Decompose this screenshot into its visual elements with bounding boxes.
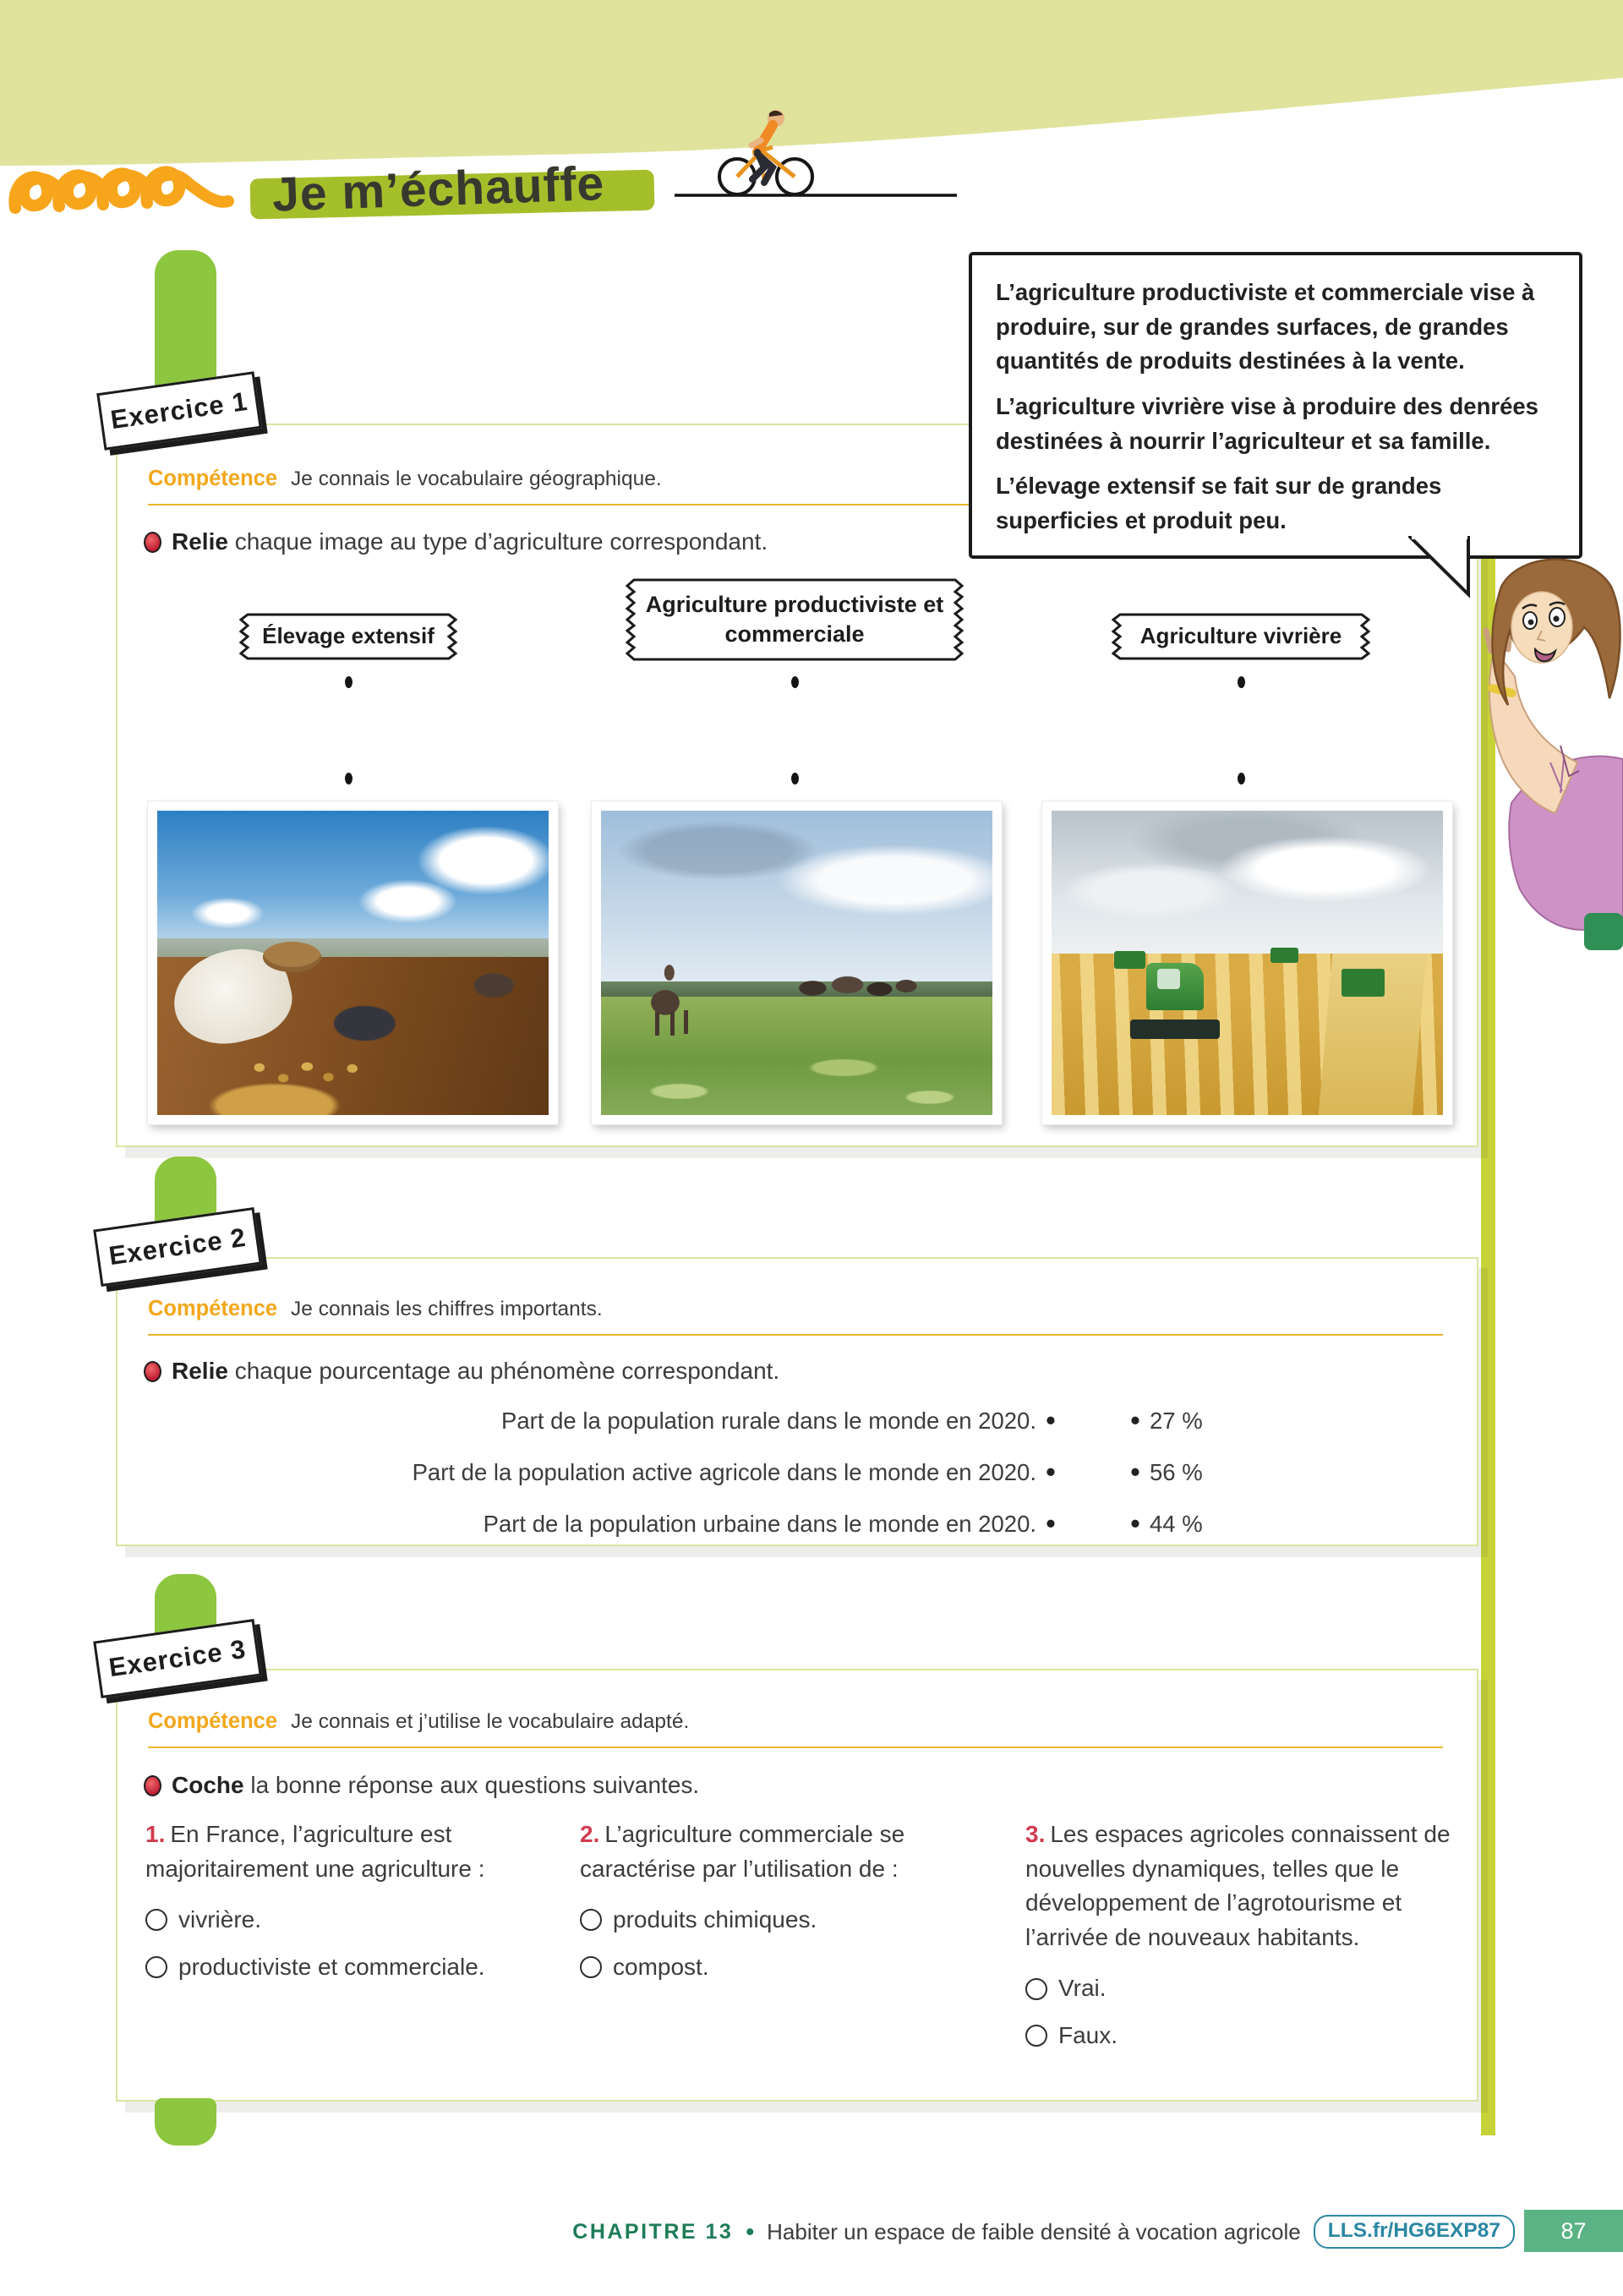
competence-label: Compétence	[148, 1709, 278, 1733]
speech-bubble-tail	[1408, 536, 1473, 599]
exercise3-competence-text: Je connais et j’utilise le vocabulaire adapté.	[291, 1710, 690, 1733]
checkbox-circle[interactable]	[580, 1909, 602, 1931]
question-text: Les espaces agricoles connaissent de nouvelles dynamiques, telles que le développement de l’agrotourisme et l’arrivée de nouveaux habitants.	[1025, 1821, 1451, 1950]
photo-cattle-herding	[601, 811, 992, 1115]
bubble-paragraph: L’agriculture vivrière vise à produire des denrées destinées à nourrir l’agriculteur et sa famille.	[996, 393, 1538, 454]
match-label-elevage-extensif: Élevage extensif	[239, 612, 457, 661]
page-number-box: 87	[1524, 2210, 1623, 2252]
lls-code-badge[interactable]: LLS.fr/HG6EXP87	[1314, 2215, 1515, 2249]
exercise1-label: Exercice 1	[108, 385, 250, 435]
task-bullet-icon	[144, 1775, 161, 1796]
bubble-paragraph: L’agriculture productiviste et commerciale vise à produire, sur de grandes surfaces, de grandes quantités de produits destinées à la vente.	[996, 279, 1535, 374]
connector-dot[interactable]: •	[1130, 1405, 1140, 1435]
exercise2-label: Exercice 2	[107, 1222, 249, 1271]
task-text: chaque image au type d’agriculture correspondant.	[227, 528, 768, 555]
task-verb: Relie	[172, 528, 228, 555]
connector-dot[interactable]: •	[1046, 1457, 1056, 1487]
question-number: 2.	[580, 1821, 600, 1847]
match-value: 44 %	[1150, 1510, 1203, 1537]
photo-wheat-harvesters	[1052, 811, 1443, 1115]
chapter-number: CHAPITRE 13	[572, 2219, 734, 2244]
option-label: productiviste et commerciale.	[178, 1953, 485, 1980]
match-phrase: Part de la population rurale dans le monde en 2020.	[501, 1407, 1036, 1434]
match-phrase: Part de la population urbaine dans le monde en 2020.	[483, 1510, 1036, 1537]
task-verb: Coche	[172, 1772, 244, 1798]
task-text: la bonne réponse aux questions suivantes.	[243, 1772, 700, 1798]
cattle-silhouettes	[789, 963, 921, 1005]
checkbox-circle[interactable]	[145, 1909, 167, 1931]
connector-dot[interactable]	[791, 773, 799, 784]
checkbox-circle[interactable]	[1025, 1978, 1047, 2000]
speech-bubble	[969, 252, 1582, 559]
option-label: compost.	[613, 1953, 709, 1980]
question-2	[580, 1818, 1007, 2053]
checkbox-circle[interactable]	[145, 1956, 167, 1978]
question-number: 1.	[145, 1821, 166, 1847]
connector-dot[interactable]	[345, 676, 352, 688]
task-bullet-icon	[144, 532, 161, 553]
combine-harvester-small	[1114, 951, 1145, 970]
question-1	[145, 1818, 561, 2053]
footer	[473, 2215, 1515, 2249]
match-value: 56 %	[1150, 1458, 1203, 1485]
match-phrase: Part de la population active agricole dans le monde en 2020.	[412, 1458, 1036, 1485]
bubble-paragraph: L’élevage extensif se fait sur de grandes superficies et produit peu.	[996, 473, 1442, 534]
checkbox-circle[interactable]	[1025, 2025, 1047, 2047]
question-text: En France, l’agriculture est majoritairement une agriculture :	[145, 1821, 485, 1882]
bicycle-icon	[659, 107, 972, 208]
horseman-silhouette	[640, 957, 691, 1036]
sky	[157, 811, 549, 957]
connector-dot[interactable]	[791, 676, 799, 688]
connector-dot[interactable]	[345, 773, 352, 784]
match-value: 27 %	[1150, 1407, 1203, 1434]
footer-separator: •	[746, 2218, 755, 2244]
hat	[263, 942, 321, 972]
match-label-agriculture-vivriere: Agriculture vivrière	[1112, 612, 1370, 661]
sky	[1052, 811, 1443, 957]
task-verb: Relie	[172, 1358, 228, 1384]
competence-rule	[148, 1747, 1443, 1748]
match-label-agriculture-productiviste: Agriculture productiviste et commerciale	[626, 577, 964, 662]
exercise1-competence-text: Je connais le vocabulaire géographique.	[291, 467, 662, 490]
option-label: produits chimiques.	[613, 1906, 817, 1933]
exercise2-competence-text: Je connais les chiffres importants.	[291, 1298, 603, 1320]
competence-label: Compétence	[148, 1297, 278, 1320]
exercise3-bottom-tab	[155, 2098, 216, 2146]
question-3	[1025, 1818, 1465, 2053]
question-number: 3.	[1025, 1821, 1046, 1847]
task-bullet-icon	[144, 1361, 161, 1382]
connector-dot[interactable]: •	[1130, 1457, 1140, 1487]
potatoes	[243, 1048, 376, 1097]
option-label: vivrière.	[178, 1906, 262, 1933]
connector-dot[interactable]	[1238, 773, 1245, 784]
competence-rule	[148, 1334, 1443, 1336]
connector-dot[interactable]: •	[1130, 1508, 1140, 1539]
photo-potato-harvest	[157, 811, 549, 1115]
option-label: Faux.	[1058, 2021, 1118, 2048]
combine-harvester-small	[1342, 969, 1385, 996]
combine-harvester	[1130, 963, 1220, 1039]
chapter-title: Habiter un espace de faible densité à vocation agricole	[767, 2218, 1301, 2244]
connector-dot[interactable]: •	[1046, 1405, 1056, 1435]
question-text: L’agriculture commerciale se caractérise par l’utilisation de :	[580, 1821, 905, 1882]
girl-illustration	[1483, 549, 1623, 965]
connector-dot[interactable]: •	[1046, 1508, 1056, 1539]
combine-harvester-small	[1271, 948, 1298, 963]
competence-label: Compétence	[148, 467, 278, 490]
task-text: chaque pourcentage au phénomène correspondant.	[227, 1358, 780, 1384]
checkbox-circle[interactable]	[580, 1956, 602, 1978]
page-title: Je m’échauffe	[271, 156, 606, 222]
option-label: Vrai.	[1058, 1975, 1107, 2002]
exercise3-label: Exercice 3	[107, 1633, 249, 1683]
squiggle-icon	[7, 142, 235, 237]
connector-dot[interactable]	[1238, 676, 1245, 688]
